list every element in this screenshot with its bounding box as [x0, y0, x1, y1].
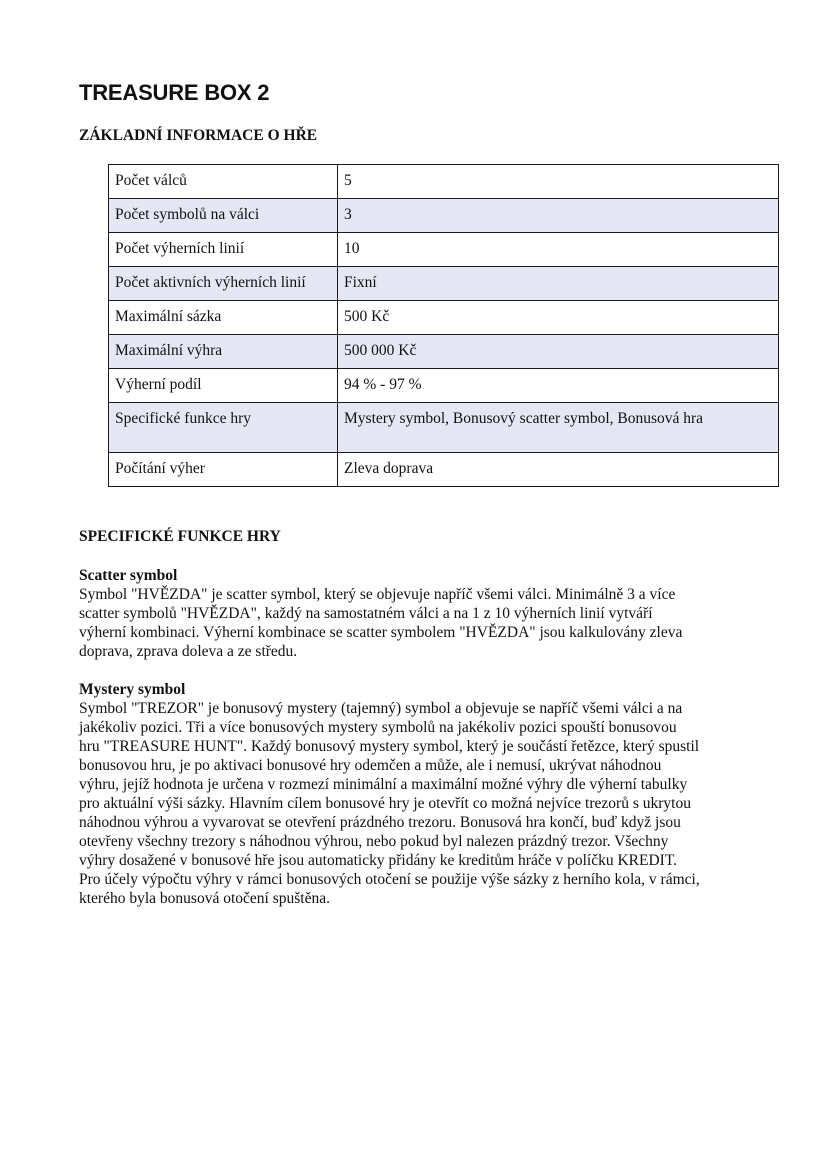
row-label: Maximální výhra [109, 335, 338, 369]
row-value: Fixní [338, 267, 779, 301]
row-label: Počet symbolů na válci [109, 199, 338, 233]
paragraph-line: Pro účely výpočtu výhry v rámci bonusových otočení se použije výše sázky z herního kola, v rámci, [79, 871, 700, 888]
paragraph-line: Symbol "HVĚZDA" je scatter symbol, který se objevuje napříč všemi válci. Minimálně 3 a více [79, 586, 676, 603]
paragraph-line: výhry dosažené v bonusové hře jsou automaticky přidány ke kreditům hráče v políčku KREDIT. [79, 852, 678, 869]
row-label: Počet válců [109, 165, 338, 199]
paragraph-line: doprava, zprava doleva a ze středu. [79, 643, 298, 660]
paragraph-line: otevřeny všechny trezory s náhodnou výhrou, nebo pokud byl nalezen prázdný trezor. Všechny [79, 833, 669, 850]
table-row [109, 199, 779, 233]
table-row [109, 403, 779, 453]
row-label: Specifické funkce hry [109, 403, 338, 453]
table-row [109, 335, 779, 369]
mystery-symbol-title: Mystery symbol [79, 681, 186, 698]
paragraph-line: jakékoliv pozici. Tři a více bonusových mystery symbolů na jakékoliv pozici spouští bonusovou [79, 719, 677, 736]
paragraph-line: Symbol "TREZOR" je bonusový mystery (tajemný) symbol a objevuje se napříč všemi válci a na [79, 700, 683, 717]
table-row [109, 453, 779, 487]
row-value: 10 [338, 233, 779, 267]
row-value: 500 Kč [338, 301, 779, 335]
paragraph-line: výherní kombinaci. Výherní kombinace se scatter symbolem "HVĚZDA" jsou kalkulovány zleva [79, 624, 683, 641]
document-title: TREASURE BOX 2 [79, 80, 270, 105]
row-label: Maximální sázka [109, 301, 338, 335]
row-value: 500 000 Kč [338, 335, 779, 369]
table-row [109, 233, 779, 267]
row-value: Mystery symbol, Bonusový scatter symbol, Bonusová hra [338, 403, 779, 453]
scatter-symbol-section [79, 566, 759, 661]
basic-info-heading: ZÁKLADNÍ INFORMACE O HŘE [79, 127, 318, 144]
basic-info-table [108, 164, 779, 487]
row-label: Výherní podíl [109, 369, 338, 403]
paragraph-line: pro aktuální výši sázky. Hlavním cílem bonusové hry je otevřít co možná nejvíce trezorů s ukrytou [79, 795, 691, 812]
table-row [109, 369, 779, 403]
row-label: Počet výherních linií [109, 233, 338, 267]
paragraph-line: výhru, jejíž hodnota je určena v rozmezí minimální a maximální možné výhry dle výherní tabulky [79, 776, 688, 793]
paragraph-line: hru "TREASURE HUNT". Každý bonusový mystery symbol, který je součástí řetězce, který spustil [79, 738, 700, 755]
mystery-symbol-section [79, 680, 759, 908]
paragraph-line: náhodnou výhrou a vyvarovat se otevření prázdného trezoru. Bonusová hra končí, buď když jsou [79, 814, 681, 831]
table-row [109, 301, 779, 335]
row-label: Počítání výher [109, 453, 338, 487]
paragraph-line: bonusovou hru, je po aktivaci bonusové hry odemčen a může, ale i nemusí, ukrývat náhodnou [79, 757, 662, 774]
table-row [109, 165, 779, 199]
paragraph-line: scatter symbolů "HVĚZDA", každý na samostatném válci a na 1 z 10 výherních linií vytváří [79, 605, 653, 622]
paragraph-line: kterého byla bonusová otočení spuštěna. [79, 890, 330, 907]
features-heading: SPECIFICKÉ FUNKCE HRY [79, 528, 281, 545]
table-row [109, 267, 779, 301]
row-value: 5 [338, 165, 779, 199]
scatter-symbol-title: Scatter symbol [79, 567, 178, 584]
row-label: Počet aktivních výherních linií [109, 267, 338, 301]
row-value: 94 % - 97 % [338, 369, 779, 403]
row-value: Zleva doprava [338, 453, 779, 487]
row-value: 3 [338, 199, 779, 233]
